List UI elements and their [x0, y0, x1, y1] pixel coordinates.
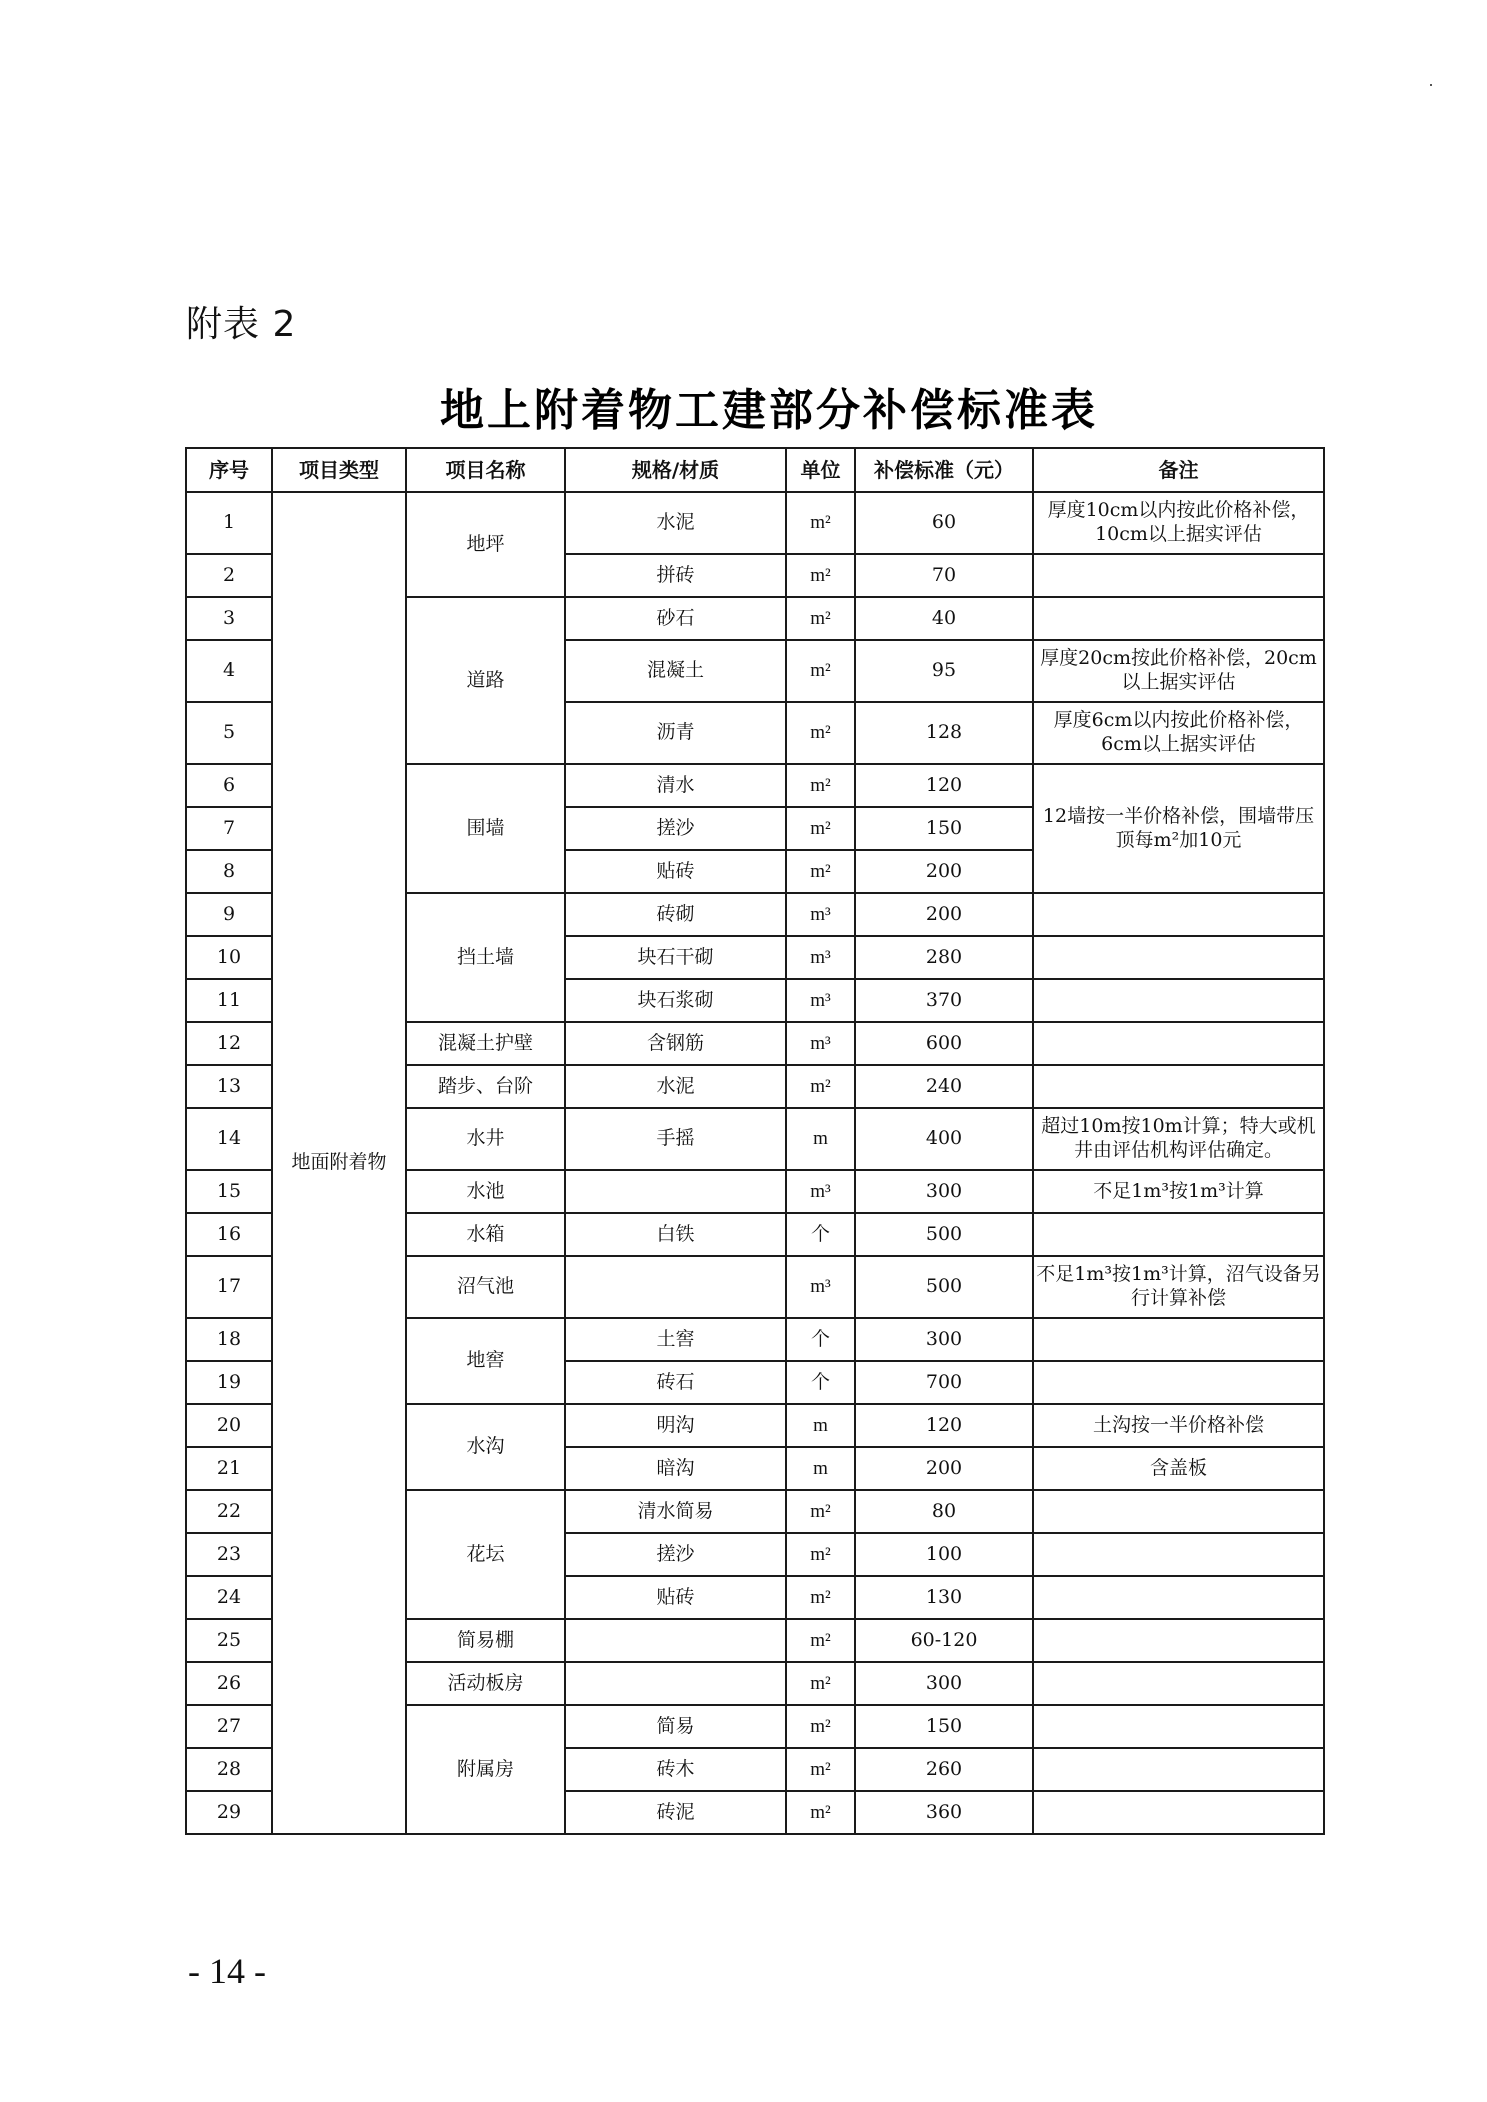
- remark-cell: [1033, 1318, 1324, 1361]
- remark-cell: 厚度6cm以内按此价格补偿，6cm以上据实评估: [1033, 702, 1324, 764]
- row-number: 25: [186, 1619, 272, 1662]
- price-cell: 700: [855, 1361, 1033, 1404]
- remark-cell: 12墙按一半价格补偿，围墙带压顶每m²加10元: [1033, 764, 1324, 893]
- spec-cell: 暗沟: [565, 1447, 786, 1490]
- price-cell: 280: [855, 936, 1033, 979]
- unit-cell: 个: [786, 1213, 855, 1256]
- table-body: [186, 492, 1324, 1834]
- remark-cell: [1033, 1619, 1324, 1662]
- remark-cell: [1033, 1022, 1324, 1065]
- row-number: 1: [186, 492, 272, 554]
- price-cell: 95: [855, 640, 1033, 702]
- spec-cell: 混凝土: [565, 640, 786, 702]
- unit-cell: m³: [786, 1170, 855, 1213]
- row-number: 6: [186, 764, 272, 807]
- scan-speck: [1430, 84, 1432, 86]
- item-name: 附属房: [406, 1705, 565, 1834]
- price-cell: 100: [855, 1533, 1033, 1576]
- price-cell: 300: [855, 1318, 1033, 1361]
- remark-cell: [1033, 1213, 1324, 1256]
- price-cell: 500: [855, 1213, 1033, 1256]
- header-unit: 单位: [786, 448, 855, 492]
- item-name: 花坛: [406, 1490, 565, 1619]
- item-name: 水沟: [406, 1404, 565, 1490]
- price-cell: 300: [855, 1170, 1033, 1213]
- price-cell: 300: [855, 1662, 1033, 1705]
- spec-cell: 清水简易: [565, 1490, 786, 1533]
- remark-cell: [1033, 979, 1324, 1022]
- unit-cell: m²: [786, 554, 855, 597]
- row-number: 16: [186, 1213, 272, 1256]
- unit-cell: m³: [786, 1256, 855, 1318]
- remark-cell: [1033, 597, 1324, 640]
- spec-cell: [565, 1170, 786, 1213]
- price-cell: 150: [855, 1705, 1033, 1748]
- remark-cell: 不足1m³按1m³计算，沼气设备另行计算补偿: [1033, 1256, 1324, 1318]
- price-cell: 130: [855, 1576, 1033, 1619]
- item-name: 地窖: [406, 1318, 565, 1404]
- spec-cell: 砖砌: [565, 893, 786, 936]
- table-row: [186, 492, 1324, 554]
- remark-cell: [1033, 893, 1324, 936]
- price-cell: 60: [855, 492, 1033, 554]
- remark-cell: 土沟按一半价格补偿: [1033, 1404, 1324, 1447]
- remark-cell: 厚度10cm以内按此价格补偿，10cm以上据实评估: [1033, 492, 1324, 554]
- spec-cell: 搓沙: [565, 807, 786, 850]
- item-name: 挡土墙: [406, 893, 565, 1022]
- price-cell: 360: [855, 1791, 1033, 1834]
- row-number: 12: [186, 1022, 272, 1065]
- price-cell: 260: [855, 1748, 1033, 1791]
- unit-cell: m²: [786, 850, 855, 893]
- spec-cell: 贴砖: [565, 850, 786, 893]
- spec-cell: 块石干砌: [565, 936, 786, 979]
- unit-cell: m²: [786, 597, 855, 640]
- remark-cell: [1033, 1490, 1324, 1533]
- price-cell: 60-120: [855, 1619, 1033, 1662]
- price-cell: 240: [855, 1065, 1033, 1108]
- spec-cell: 块石浆砌: [565, 979, 786, 1022]
- row-number: 22: [186, 1490, 272, 1533]
- spec-cell: 砖木: [565, 1748, 786, 1791]
- header-remark: 备注: [1033, 448, 1324, 492]
- item-name: 混凝土护壁: [406, 1022, 565, 1065]
- unit-cell: m²: [786, 1533, 855, 1576]
- unit-cell: m²: [786, 1576, 855, 1619]
- item-name: 活动板房: [406, 1662, 565, 1705]
- spec-cell: 搓沙: [565, 1533, 786, 1576]
- price-cell: 80: [855, 1490, 1033, 1533]
- remark-cell: 超过10m按10m计算；特大或机井由评估机构评估确定。: [1033, 1108, 1324, 1170]
- price-cell: 128: [855, 702, 1033, 764]
- row-number: 10: [186, 936, 272, 979]
- unit-cell: m: [786, 1404, 855, 1447]
- item-name: 踏步、台阶: [406, 1065, 565, 1108]
- spec-cell: [565, 1662, 786, 1705]
- row-number: 27: [186, 1705, 272, 1748]
- spec-cell: 拼砖: [565, 554, 786, 597]
- compensation-table: [185, 447, 1325, 1835]
- remark-cell: 厚度20cm按此价格补偿，20cm以上据实评估: [1033, 640, 1324, 702]
- remark-cell: [1033, 1533, 1324, 1576]
- row-number: 4: [186, 640, 272, 702]
- remark-cell: [1033, 1662, 1324, 1705]
- category-cell: 地面附着物: [272, 492, 406, 1834]
- price-cell: 200: [855, 850, 1033, 893]
- unit-cell: m: [786, 1447, 855, 1490]
- header-no: 序号: [186, 448, 272, 492]
- unit-cell: m²: [786, 492, 855, 554]
- remark-cell: [1033, 1065, 1324, 1108]
- header-name: 项目名称: [406, 448, 565, 492]
- spec-cell: [565, 1256, 786, 1318]
- remark-cell: [1033, 1791, 1324, 1834]
- unit-cell: m³: [786, 1022, 855, 1065]
- spec-cell: 砂石: [565, 597, 786, 640]
- price-cell: 600: [855, 1022, 1033, 1065]
- table-header-row: [186, 448, 1324, 492]
- spec-cell: 简易: [565, 1705, 786, 1748]
- item-name: 简易棚: [406, 1619, 565, 1662]
- unit-cell: m: [786, 1108, 855, 1170]
- unit-cell: m²: [786, 807, 855, 850]
- unit-cell: m³: [786, 936, 855, 979]
- spec-cell: 含钢筋: [565, 1022, 786, 1065]
- spec-cell: 水泥: [565, 1065, 786, 1108]
- unit-cell: m³: [786, 979, 855, 1022]
- spec-cell: [565, 1619, 786, 1662]
- spec-cell: 明沟: [565, 1404, 786, 1447]
- unit-cell: m²: [786, 1619, 855, 1662]
- header-type: 项目类型: [272, 448, 406, 492]
- spec-cell: 砖石: [565, 1361, 786, 1404]
- price-cell: 200: [855, 893, 1033, 936]
- item-name: 水池: [406, 1170, 565, 1213]
- spec-cell: 沥青: [565, 702, 786, 764]
- header-price: 补偿标准（元）: [855, 448, 1033, 492]
- header-spec: 规格/材质: [565, 448, 786, 492]
- row-number: 3: [186, 597, 272, 640]
- spec-cell: 土窖: [565, 1318, 786, 1361]
- remark-cell: [1033, 1748, 1324, 1791]
- item-name: 地坪: [406, 492, 565, 597]
- remark-cell: [1033, 1705, 1324, 1748]
- price-cell: 400: [855, 1108, 1033, 1170]
- spec-cell: 贴砖: [565, 1576, 786, 1619]
- price-cell: 40: [855, 597, 1033, 640]
- row-number: 18: [186, 1318, 272, 1361]
- unit-cell: m²: [786, 1490, 855, 1533]
- row-number: 21: [186, 1447, 272, 1490]
- unit-cell: m²: [786, 1065, 855, 1108]
- remark-cell: [1033, 1361, 1324, 1404]
- unit-cell: m²: [786, 640, 855, 702]
- row-number: 11: [186, 979, 272, 1022]
- unit-cell: 个: [786, 1361, 855, 1404]
- price-cell: 120: [855, 764, 1033, 807]
- document-title: 地上附着物工建部分补偿标准表: [440, 385, 1098, 436]
- spec-cell: 清水: [565, 764, 786, 807]
- price-cell: 200: [855, 1447, 1033, 1490]
- item-name: 沼气池: [406, 1256, 565, 1318]
- row-number: 28: [186, 1748, 272, 1791]
- appendix-label: 附表 2: [186, 304, 297, 345]
- row-number: 24: [186, 1576, 272, 1619]
- spec-cell: 砖泥: [565, 1791, 786, 1834]
- row-number: 13: [186, 1065, 272, 1108]
- item-name: 围墙: [406, 764, 565, 893]
- price-cell: 370: [855, 979, 1033, 1022]
- remark-cell: [1033, 1576, 1324, 1619]
- unit-cell: m²: [786, 764, 855, 807]
- item-name: 水井: [406, 1108, 565, 1170]
- unit-cell: m²: [786, 1705, 855, 1748]
- row-number: 26: [186, 1662, 272, 1705]
- row-number: 2: [186, 554, 272, 597]
- remark-cell: 含盖板: [1033, 1447, 1324, 1490]
- unit-cell: 个: [786, 1318, 855, 1361]
- remark-cell: [1033, 554, 1324, 597]
- row-number: 29: [186, 1791, 272, 1834]
- price-cell: 120: [855, 1404, 1033, 1447]
- spec-cell: 水泥: [565, 492, 786, 554]
- item-name: 水箱: [406, 1213, 565, 1256]
- row-number: 17: [186, 1256, 272, 1318]
- row-number: 9: [186, 893, 272, 936]
- row-number: 7: [186, 807, 272, 850]
- row-number: 8: [186, 850, 272, 893]
- row-number: 14: [186, 1108, 272, 1170]
- price-cell: 150: [855, 807, 1033, 850]
- row-number: 19: [186, 1361, 272, 1404]
- row-number: 20: [186, 1404, 272, 1447]
- row-number: 15: [186, 1170, 272, 1213]
- row-number: 23: [186, 1533, 272, 1576]
- remark-cell: 不足1m³按1m³计算: [1033, 1170, 1324, 1213]
- unit-cell: m²: [786, 1791, 855, 1834]
- row-number: 5: [186, 702, 272, 764]
- price-cell: 70: [855, 554, 1033, 597]
- item-name: 道路: [406, 597, 565, 764]
- page-number: - 14 -: [188, 1951, 266, 1991]
- remark-cell: [1033, 936, 1324, 979]
- spec-cell: 手摇: [565, 1108, 786, 1170]
- unit-cell: m³: [786, 893, 855, 936]
- price-cell: 500: [855, 1256, 1033, 1318]
- unit-cell: m²: [786, 702, 855, 764]
- unit-cell: m²: [786, 1662, 855, 1705]
- unit-cell: m²: [786, 1748, 855, 1791]
- spec-cell: 白铁: [565, 1213, 786, 1256]
